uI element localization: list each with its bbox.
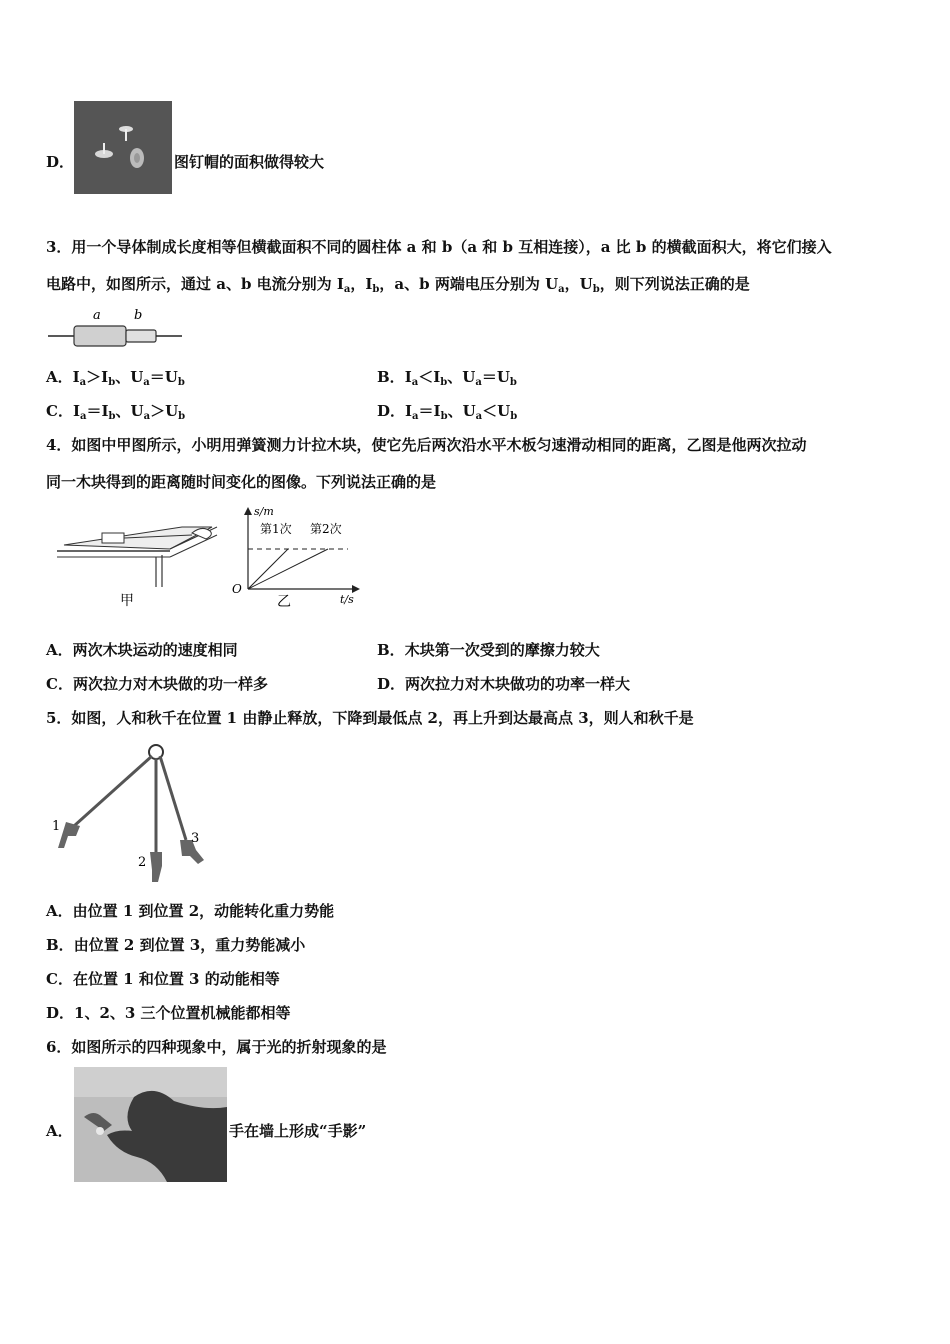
q3-stem-text: ，a、b 两端电压分别为 U (379, 275, 559, 293)
option-label: C． (46, 402, 73, 420)
swing-figure (46, 738, 216, 888)
option-label: D． (46, 1004, 75, 1022)
sub-a: a (343, 284, 351, 295)
option-label: A． (46, 368, 73, 386)
q5-option-a (46, 901, 334, 921)
q5-option-d (46, 1003, 291, 1023)
q3-option-b: B．$I_a<I_b$、$U_a=U_b$ (377, 368, 517, 388)
option-text: 两次木块运动的速度相同 (72, 641, 238, 659)
thumbtack-icon (74, 101, 172, 194)
option-label: C． (46, 675, 73, 693)
q5-option-c (46, 969, 280, 989)
q3-stem-line1: 3．用一个导体制成长度相等但横截面积不同的圆柱体 a 和 b（a 和 b 互相连接），a 比 b 的横截面积大，将它们接入 (46, 238, 832, 256)
option-label: B． (377, 641, 405, 659)
option-text: 由位置 2 到位置 3，重力势能减小 (73, 936, 306, 954)
q3-option-c: C．$I_a=I_b$、$U_a>U_b$ (46, 402, 186, 422)
q3-stem-text: ，U (564, 275, 593, 293)
option-text: 由位置 1 到位置 2，动能转化重力势能 (72, 902, 335, 920)
option-text: 两次拉力对木块做的功一样多 (72, 675, 268, 693)
q4-figure (52, 505, 362, 613)
q3-stem-text: ，I (350, 275, 373, 293)
option-text: 两次拉力对木块做功的功率一样大 (405, 675, 631, 693)
q4-option-c (46, 674, 268, 694)
swing-position-1: 1 (52, 819, 61, 834)
option-label: D． (377, 402, 406, 420)
conductor-figure (46, 306, 186, 352)
hand-shadow-icon (74, 1067, 227, 1182)
origin-label: O (232, 582, 242, 596)
swing-position-3: 3 (191, 831, 200, 846)
s-t-graph (232, 505, 360, 606)
option-label: C． (46, 970, 73, 988)
option-text: 在位置 1 和位置 3 的动能相等 (72, 970, 280, 988)
fig-label-a: a (93, 308, 101, 323)
q2-option-d-label: D． (46, 153, 75, 171)
fig-jia-label: 甲 (120, 593, 134, 609)
option-label: D． (377, 675, 406, 693)
option-label: B． (46, 936, 74, 954)
q4-option-b (377, 640, 600, 660)
hand-shadow-photo (74, 1067, 227, 1182)
second-trial-label: 第2次 (310, 522, 342, 536)
q4-option-a (46, 640, 238, 660)
table-block-illustration (57, 527, 217, 587)
q6-stem: 6．如图所示的四种现象中，属于光的折射现象的是 (46, 1038, 387, 1056)
q3-stem-text: 电路中，如图所示，通过 a、b 电流分别为 I (46, 275, 344, 293)
q4-stem-line2: 同一木块得到的距离随时间变化的图像。下列说法正确的是 (46, 473, 437, 491)
thumbtack-photo (74, 101, 172, 194)
q6-option-a-caption: 手在墙上形成“手影” (229, 1122, 367, 1140)
q4-option-d (377, 674, 630, 694)
option-label: A． (46, 902, 73, 920)
first-trial-label: 第1次 (260, 522, 292, 536)
q3-stem-text: ，则下列说法正确的是 (599, 275, 750, 293)
q3-option-a: A．$I_a>I_b$、$U_a=U_b$ (46, 368, 185, 388)
q3-option-d: D．$I_a=I_b$、$U_a<U_b$ (377, 402, 518, 422)
q3-stem-line2 (46, 274, 750, 294)
swing-position-2: 2 (138, 855, 147, 870)
axis-y-label: s/m (254, 505, 274, 518)
sub-b: b (592, 284, 600, 295)
axis-x-label: t/s (340, 593, 354, 606)
option-text: 1、2、3 三个位置机械能都相等 (74, 1004, 291, 1022)
q5-stem: 5．如图，人和秋千在位置 1 由静止释放，下降到最低点 2，再上升到达最高点 3，则人和秋千是 (46, 709, 694, 727)
q5-option-b (46, 935, 305, 955)
option-label: A． (46, 641, 73, 659)
q6-option-a-label: A． (46, 1122, 73, 1140)
sub-a: a (558, 284, 565, 295)
q4-stem-line1: 4．如图中甲图所示，小明用弹簧测力计拉木块，使它先后两次沿水平木板匀速滑动相同的距离，乙图是他两次拉动 (46, 436, 807, 454)
fig-yi-label: 乙 (277, 594, 291, 610)
option-label: B． (377, 368, 405, 386)
sub-b: b (372, 284, 380, 295)
option-text: 木块第一次受到的摩擦力较大 (404, 641, 600, 659)
q2-option-d-caption: 图钉帽的面积做得较大 (174, 153, 325, 171)
fig-label-b: b (134, 308, 143, 323)
